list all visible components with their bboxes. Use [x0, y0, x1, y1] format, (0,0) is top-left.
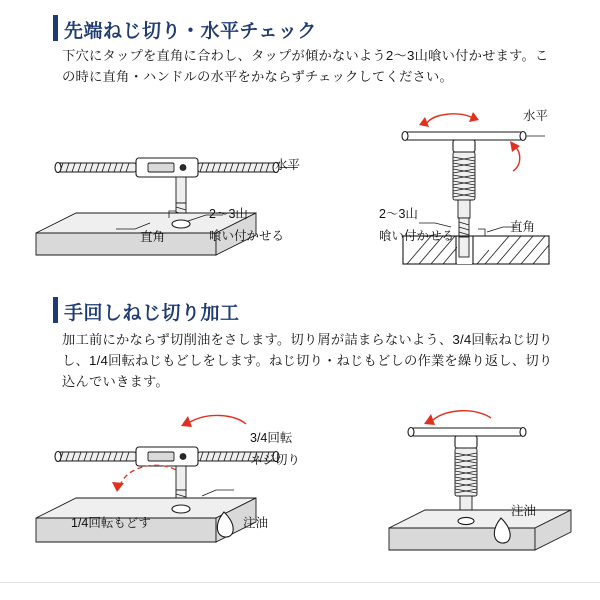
section-1-heading: 先端ねじ切り・水平チェック [64, 21, 317, 42]
section-2-heading: 手回しねじ切り加工 [64, 303, 240, 324]
section-2-body: 加工前にかならず切削油をさします。切り屑が詰まらないよう、3/4回転ねじ切りし、1/4回転ねじもどしをします。ねじ切り・ねじもどしの作業を繰り返し、切り込んでいきます。 [62, 332, 553, 389]
label-horizontal-left: 水平 [275, 158, 301, 172]
figure-right-hand-tapping [385, 398, 585, 578]
figure-right-vertical-check [385, 105, 585, 285]
label-turn-forward-line2: ネジ切り [250, 453, 301, 467]
label-bite-right-line1: 2〜3山 [379, 207, 418, 221]
figure-left-horizontal-check [30, 125, 320, 290]
label-horizontal-right: 水平 [523, 109, 549, 123]
bottom-divider [0, 582, 600, 583]
section-1-body: 下穴にタップを直角に合わし、タップが傾かないよう2〜3山喰い付かせます。この時に直角・ハンドルの水平をかならずチェックしてください。 [62, 48, 549, 84]
label-bite-left-line1: 2〜3山 [209, 207, 248, 221]
section-1-heading-bar [53, 15, 58, 41]
label-turn-forward-line1: 3/4回転 [250, 431, 293, 445]
label-bite-left-line2: 喰い付かせる [209, 229, 285, 243]
label-right-angle-left: 直角 [140, 230, 166, 244]
label-bite-right-line2: 喰い付かせる [379, 229, 455, 243]
section-2-heading-bar [53, 297, 58, 323]
label-turn-back: 1/4回転もどす [71, 516, 151, 530]
label-right-angle-right: 直角 [510, 220, 536, 234]
figure-left-hand-tapping [28, 400, 328, 580]
label-oil-left: 注油 [243, 516, 269, 530]
label-oil-right: 注油 [511, 504, 537, 518]
